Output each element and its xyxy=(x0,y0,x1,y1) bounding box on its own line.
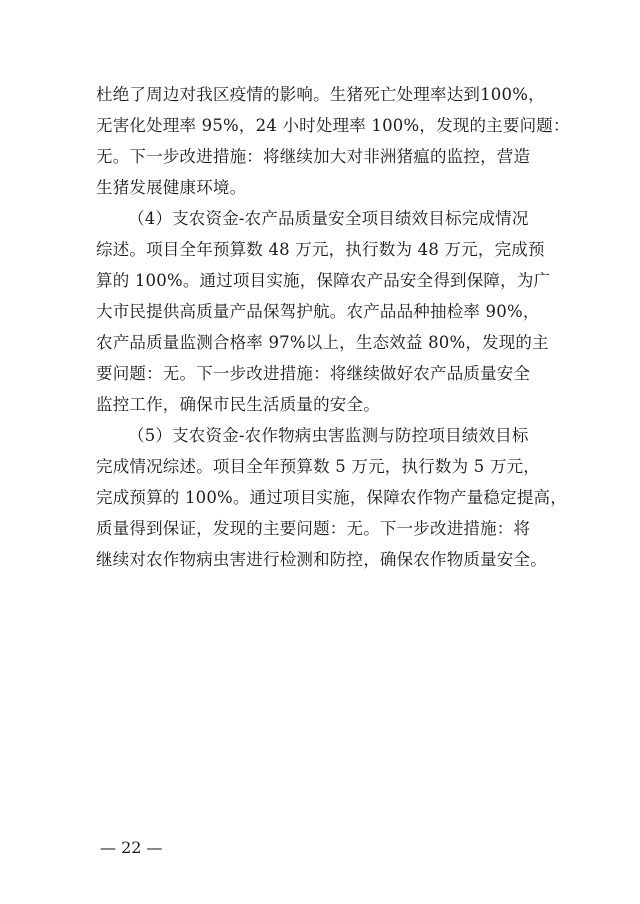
paragraph-1-line-4: 生猪发展健康环境。 xyxy=(96,178,247,197)
paragraph-2-line-2: 综述。项目全年预算数 48 万元，执行数为 48 万元，完成预 xyxy=(96,240,545,259)
paragraph-1-line-2: 无害化处理率 95%，24 小时处理率 100%，发现的主要问题： xyxy=(96,116,570,135)
paragraph-2-line-7: 监控工作，确保市民生活质量的安全。 xyxy=(96,395,380,414)
paragraph-3-line-2: 完成情况综述。项目全年预算数 5 万元，执行数为 5 万元， xyxy=(96,457,540,476)
paragraph-2-line-4: 大市民提供高质量产品保驾护航。农产品品种抽检率 90%， xyxy=(96,302,540,321)
paragraph-2-line-5: 农产品质量监测合格率 97%以上，生态效益 80%，发现的主 xyxy=(96,333,549,352)
paragraph-1-line-1: 杜绝了周边对我区疫情的影响。生猪死亡处理率达到100%， xyxy=(96,85,545,104)
page-number: — 22 — xyxy=(100,838,163,857)
document-body xyxy=(96,79,570,575)
paragraph-3-line-4: 质量得到保证，发现的主要问题：无。下一步改进措施：将 xyxy=(96,519,531,538)
paragraph-3-line-1: （5）支农资金-农作物病虫害监测与防控项目绩效目标 xyxy=(128,426,529,445)
paragraph-3-line-5: 继续对农作物病虫害进行检测和防控，确保农作物质量安全。 xyxy=(96,550,547,569)
paragraph-1-line-3: 无。下一步改进措施：将继续加大对非洲猪瘟的监控，营造 xyxy=(96,147,531,166)
paragraph-2-line-3: 算的 100%。通过项目实施，保障农产品安全得到保障，为广 xyxy=(96,271,551,290)
paragraph-2-line-1: （4）支农资金-农产品质量安全项目绩效目标完成情况 xyxy=(128,209,529,228)
paragraph-3-line-3: 完成预算的 100%。通过项目实施，保障农作物产量稳定提高， xyxy=(96,488,567,507)
paragraph-2-line-6: 要问题：无。下一步改进措施：将继续做好农产品质量安全 xyxy=(96,364,531,383)
